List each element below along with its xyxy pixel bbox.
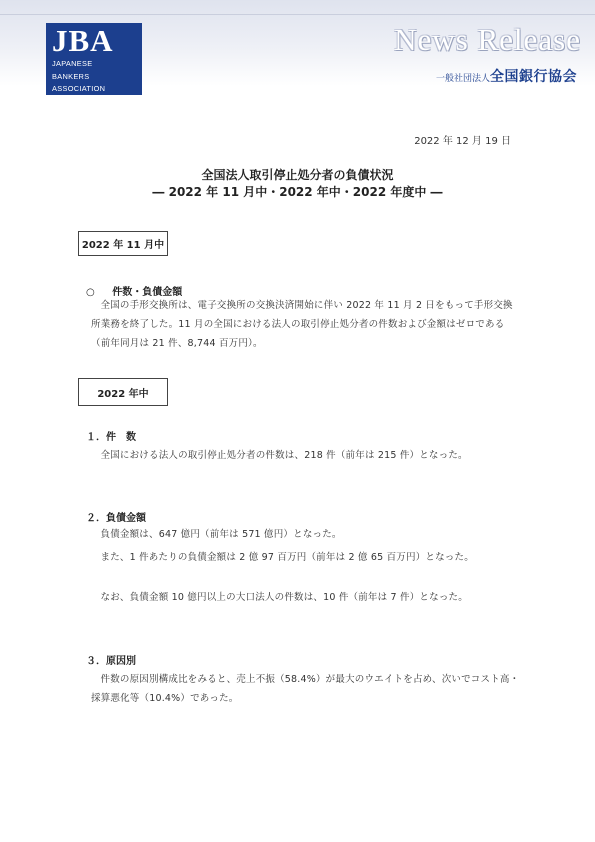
news-release-title: News Release — [394, 22, 581, 57]
org-main-name: 全国銀行協会 — [490, 69, 577, 85]
november-paragraph: 全国の手形交換所は、電子交換所の交換決済開始に伴い 2022 年 11 月 2 日をもって手形交換所業務を終了した。11 月の全国における法人の取引停止処分者の件数および金額はゼロである（前年同月は 21 件、8,744 百万円）。 — [91, 300, 513, 349]
heading-text: 件数・負債金額 — [112, 287, 183, 298]
debt-paragraph-1: 負債金額は、647 億円（前年は 571 億円）となった。 — [100, 529, 342, 540]
header-rule — [0, 14, 595, 15]
section-box-year: 2022 年中 — [78, 378, 168, 406]
logo-line: BANKERS — [52, 71, 90, 81]
logo-line: ASSOCIATION — [52, 84, 106, 93]
heading-cause: ３．原因別 — [86, 656, 136, 667]
document-subtitle: ― 2022 年 11 月中・2022 年中・2022 年度中 ― — [152, 185, 443, 199]
debt-paragraph-3: なお、負債金額 10 億円以上の大口法人の件数は、10 件（前年は 7 件）となった。 — [100, 592, 468, 603]
section-box-november: 2022 年 11 月中 — [78, 231, 168, 256]
circle-bullet-icon: ○ — [86, 287, 95, 298]
release-date: 2022 年 12 月 19 日 — [414, 136, 511, 147]
count-paragraph: 全国における法人の取引停止処分者の件数は、218 件（前年は 215 件）となった。 — [100, 450, 468, 461]
org-prefix: 一般社団法人 — [435, 74, 490, 84]
heading-debt-amount: ２．負債金額 — [86, 513, 146, 524]
debt-paragraph-2: また、1 件あたりの負債金額は 2 億 97 百万円（前年は 2 億 65 百万円）となった。 — [100, 552, 474, 563]
organization-name — [436, 66, 577, 86]
logo-line: JAPANESE — [52, 59, 93, 68]
news-release-header — [0, 0, 595, 93]
document-title: 全国法人取引停止処分者の負債状況 — [201, 168, 394, 182]
jba-logo — [46, 23, 142, 95]
logo-mark: JBA — [52, 23, 114, 58]
heading-count: １．件 数 — [86, 432, 136, 443]
cause-paragraph: 件数の原因別構成比をみると、売上不振（58.4%）が最大のウエイトを占め、次いでコスト高・採算悪化等（10.4%）であった。 — [91, 674, 520, 704]
